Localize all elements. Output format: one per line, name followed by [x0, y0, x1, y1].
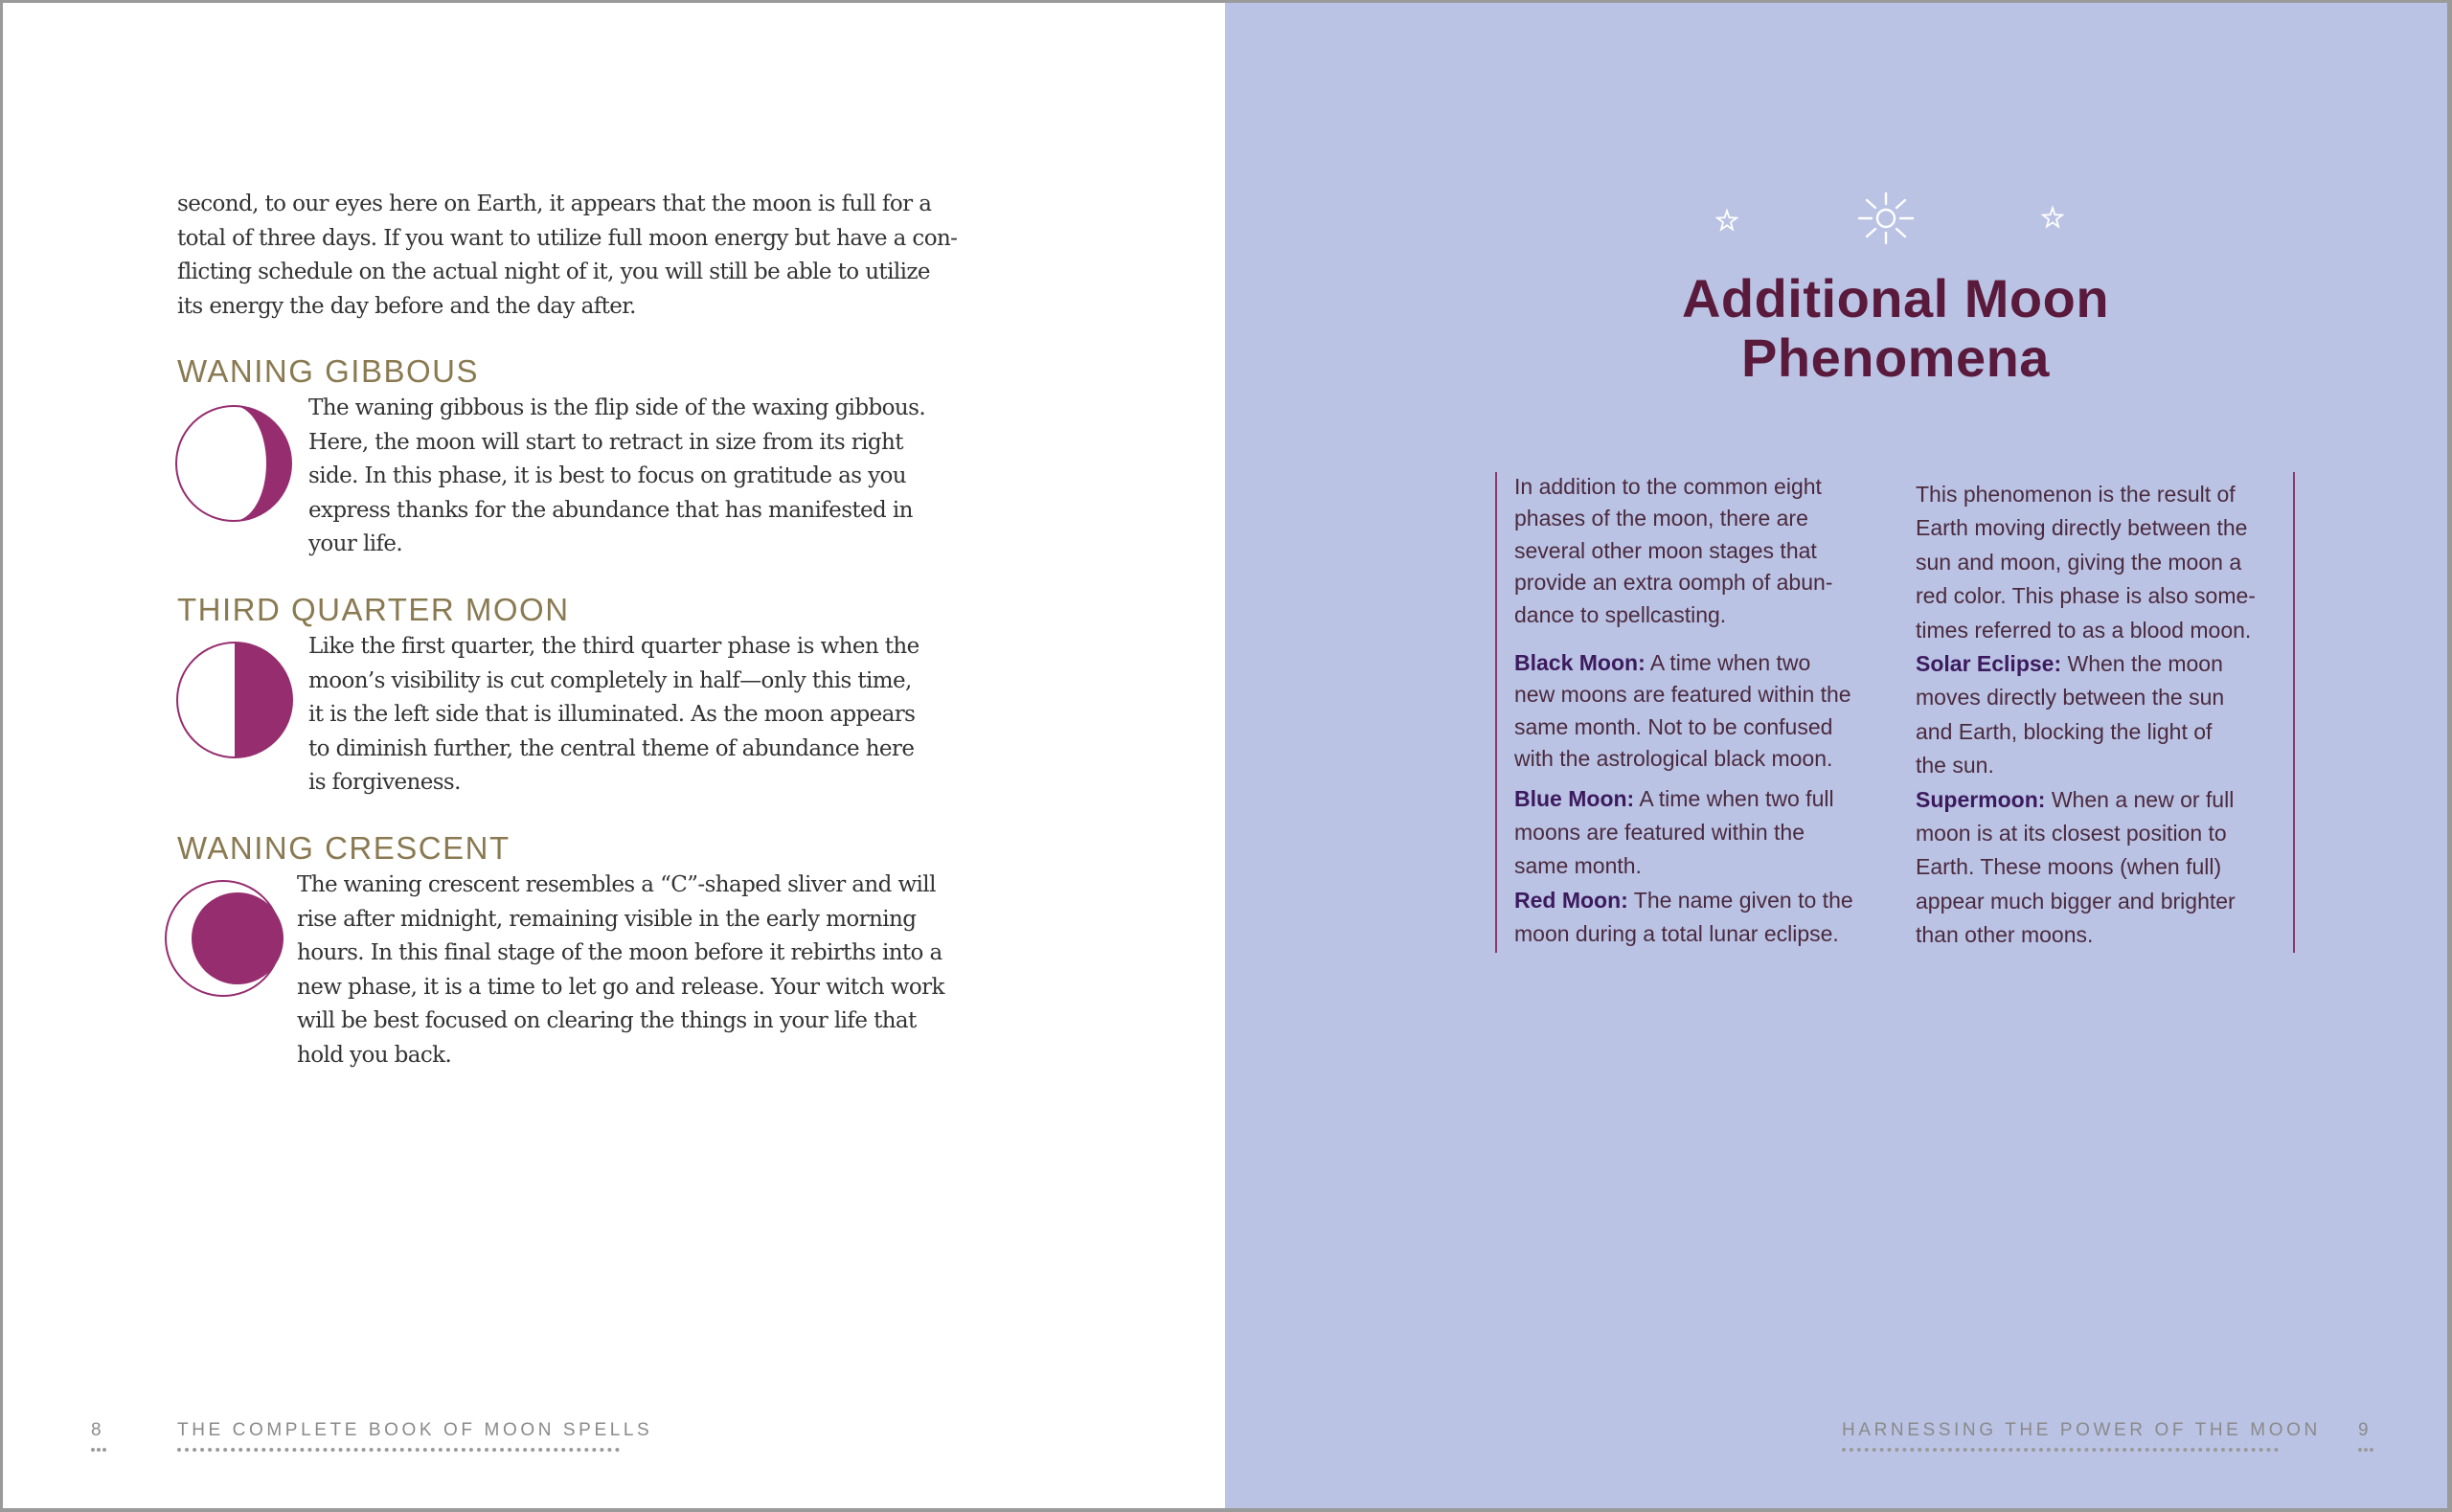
text-line: The waning crescent resembles a “C”-shaped sliver and will — [297, 872, 936, 897]
text-line: Earth. These moons (when full) — [1916, 854, 2222, 880]
book-title-footer: THE COMPLETE BOOK OF MOON SPELLS — [177, 1420, 653, 1440]
text-line: Earth moving directly between the — [1916, 515, 2248, 541]
definition-text: The name given to the — [1627, 887, 1853, 913]
definition-text: When the moon — [2061, 651, 2223, 677]
page-number-right: 9 — [2358, 1420, 2369, 1440]
heading-waning-gibbous: WANING GIBBOUS — [177, 353, 479, 389]
small-star-icon — [2041, 206, 2064, 229]
text-line: hours. In this final stage of the moon before it rebirths into a — [297, 940, 942, 966]
text-line: your life. — [308, 531, 403, 557]
sidebar-column-left — [1514, 471, 1897, 952]
third-quarter-description — [308, 630, 960, 801]
text-line: appear much bigger and brighter — [1916, 888, 2236, 914]
text-line: In addition to the common eight — [1514, 474, 1822, 499]
text-line: provide an extra oomph of abun- — [1514, 570, 1833, 596]
text-line: This phenomenon is the result of — [1916, 482, 2236, 507]
text-line: flicting schedule on the actual night of it, you will still be able to utilize — [177, 260, 930, 285]
heading-waning-crescent: WANING CRESCENT — [177, 830, 511, 866]
dotted-divider — [177, 1448, 620, 1452]
text-line: Like the first quarter, the third quarter phase is when the — [308, 634, 920, 659]
text-line: its energy the day before and the day after. — [177, 293, 636, 319]
term-black-moon: Black Moon: — [1514, 650, 1646, 676]
text-line: with the astrological black moon. — [1514, 746, 1833, 772]
text-line: total of three days. If you want to utilize full moon energy but have a con- — [177, 225, 958, 251]
text-line: rise after midnight, remaining visible in the early morning — [297, 906, 917, 932]
waning-gibbous-description — [308, 392, 960, 562]
book-spread — [3, 3, 2447, 1508]
text-line: moon during a total lunar eclipse. — [1514, 921, 1839, 947]
section-title-footer: HARNESSING THE POWER OF THE MOON — [1842, 1420, 2321, 1440]
title-line: Phenomena — [1741, 327, 2050, 388]
section-title — [1330, 269, 2452, 388]
page-number-left: 8 — [91, 1420, 102, 1440]
text-line: red color. This phase is also some- — [1916, 583, 2256, 609]
text-line: The waning gibbous is the flip side of the waxing gibbous. — [308, 395, 926, 420]
text-line: and Earth, blocking the light of — [1916, 718, 2213, 744]
sidebar-column-right — [1916, 478, 2289, 953]
text-line: moons are featured within the — [1514, 820, 1805, 846]
text-line: the sun. — [1916, 753, 1994, 779]
text-line: to diminish further, the central theme of abundance here — [308, 735, 915, 761]
text-line: express thanks for the abundance that has manifested in — [308, 497, 913, 523]
text-line: moon’s visibility is cut completely in half—only this time, — [308, 667, 912, 693]
text-line: hold you back. — [297, 1042, 452, 1068]
text-line: moon is at its closest position to — [1916, 821, 2227, 846]
sidebar-intro — [1514, 471, 1897, 631]
waning-crescent-moon-icon — [161, 876, 285, 1001]
text-line: sun and moon, giving the moon a — [1916, 549, 2242, 575]
text-line: Here, the moon will start to retract in size from its right — [308, 429, 903, 455]
waning-gibbous-moon-icon — [171, 401, 296, 526]
entry-solar-eclipse — [1916, 647, 2289, 783]
text-line: it is the left side that is illuminated. As the moon appears — [308, 702, 916, 728]
heading-third-quarter-moon: THIRD QUARTER MOON — [177, 592, 570, 627]
text-line — [1514, 782, 1897, 816]
text-line: same month. Not to be confused — [1514, 713, 1833, 739]
text-line — [1514, 647, 1897, 679]
text-line — [1514, 884, 1897, 917]
term-red-moon: Red Moon: — [1514, 887, 1628, 913]
definition-text: A time when two — [1645, 650, 1811, 676]
text-line: is forgiveness. — [308, 770, 461, 796]
text-line — [1916, 783, 2289, 817]
text-line: times referred to as a blood moon. — [1916, 617, 2252, 643]
blood-moon-continuation — [1916, 478, 2289, 647]
text-line — [1916, 647, 2289, 681]
text-line: moves directly between the sun — [1916, 685, 2225, 711]
sun-icon — [1854, 190, 1918, 247]
text-line: same month. — [1514, 853, 1642, 879]
waning-crescent-description — [297, 869, 948, 1073]
entry-supermoon — [1916, 783, 2289, 953]
term-blue-moon: Blue Moon: — [1514, 785, 1635, 811]
column-rule-left — [1495, 472, 1497, 953]
third-quarter-moon-icon — [172, 638, 297, 762]
text-line: new moons are featured within the — [1514, 682, 1851, 708]
text-line: phases of the moon, there are — [1514, 506, 1808, 531]
definition-text: A time when two full — [1634, 785, 1834, 811]
text-line: will be best focused on clearing the things in your life that — [297, 1008, 917, 1034]
small-star-icon — [1715, 209, 1738, 232]
dotted-divider — [91, 1448, 106, 1452]
dotted-divider — [2358, 1448, 2373, 1452]
entry-black-moon — [1514, 647, 1897, 776]
definition-text: When a new or full — [2045, 786, 2235, 812]
column-rule-right — [2293, 472, 2295, 953]
term-solar-eclipse: Solar Eclipse: — [1916, 651, 2062, 677]
text-line: than other moons. — [1916, 922, 2094, 948]
dotted-divider — [1842, 1448, 2279, 1452]
entry-red-moon — [1514, 884, 1897, 952]
term-supermoon: Supermoon: — [1916, 786, 2046, 812]
entry-blue-moon — [1514, 782, 1897, 884]
text-line: second, to our eyes here on Earth, it appears that the moon is full for a — [177, 192, 932, 216]
text-line: side. In this phase, it is best to focus on gratitude as you — [308, 463, 906, 489]
text-line: new phase, it is a time to let go and release. Your witch work — [297, 974, 944, 1000]
text-line: several other moon stages that — [1514, 537, 1817, 563]
intro-paragraph — [177, 188, 958, 324]
title-line: Additional Moon — [1681, 268, 2110, 328]
left-page — [3, 3, 1225, 1508]
text-line: dance to spellcasting. — [1514, 601, 1727, 627]
